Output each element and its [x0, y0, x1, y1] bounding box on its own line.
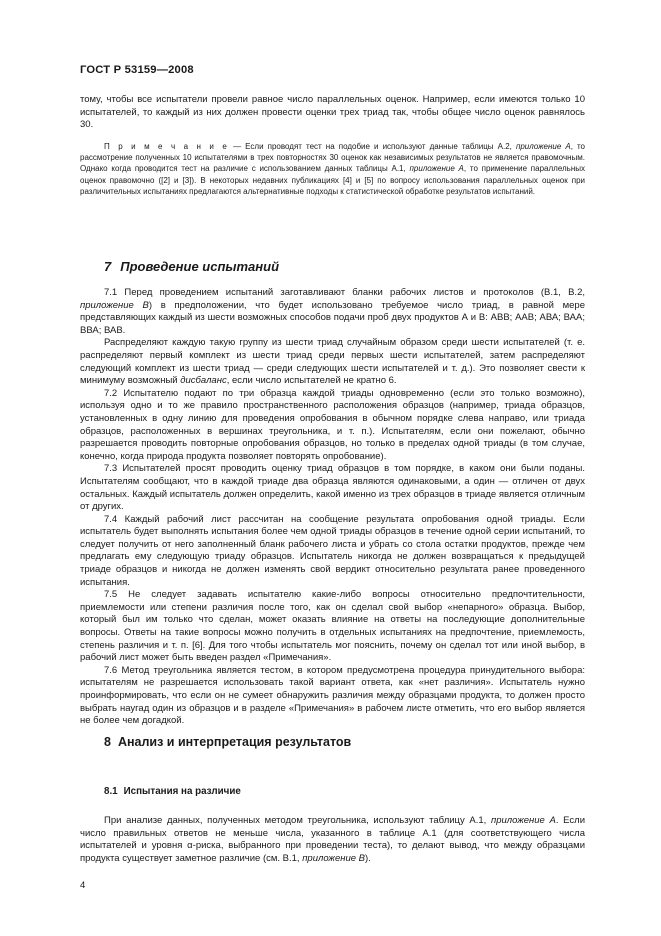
section-8-body	[80, 815, 585, 865]
section-8-title: Анализ и интерпретация результатов	[117, 735, 352, 749]
section-7-body	[80, 287, 585, 728]
subsection-8-1-heading	[104, 786, 241, 797]
page-number: 4	[80, 880, 86, 891]
clause-7-3: 7.3 Испытателей просят проводить оценку триад образцов в том порядке, в каком они были поданы. Испытателям сообщают, что в каждой триаде два образца являются одинаковыми, а один — отличен от двух остальных. Каждый испытатель должен определить, какой именно из трех образцов в триаде является отличным от других.	[80, 463, 585, 513]
clause-7-1: 7.1 Перед проведением испытаний заготавливают бланки рабочих листов и протоколов (В.1, В.2, приложение В) в предположении, что будет использовано требуемое число триад, в равной мере представляющих каждый из шести возможных способов подачи проб двух продуктов А и В: АВВ; ААВ; АВА; ВАА; ВВА; ВАВ.	[80, 287, 586, 336]
clause-7-4: 7.4 Каждый рабочий лист рассчитан на сообщение результата опробования одной триады. Если испытатель будет выполнять испытания более чем одной триады образцов в течение одной серии испытаний, то следует получить от него заполненный бланк рабочего листа и убрать со стола остатки продуктов, прежде чем предлагать ему следующую триаду образцов. Испытатель никогда не должен возвращаться к предыдущей триаде образцов и никогда не должен изменять свой вердикт относительно результата ранее проведенного испытания.	[80, 513, 585, 588]
note-text-2: , то рассмотрение полученных 10 испытателями в трех повторностях 30 оценок как независимых результатов не является правомочным. Однако когда проводится тест на различие с использованием данных таблицы А.1,	[80, 142, 586, 174]
section-7-heading	[104, 259, 279, 274]
note-label: П р и м е ч а н и е	[104, 142, 230, 151]
section-8-heading	[104, 735, 351, 749]
subsection-8-1-title: Испытания на различие	[123, 786, 241, 797]
subsection-8-1-number: 8.1	[104, 786, 118, 797]
appendix-ref: приложение В	[80, 299, 149, 311]
note-text-3: , то применение параллельных оценок правомочно ([2] и [3]). В некоторых недавних публикациях [4] и [5] по вопросу использования параллельных оценок при различительных испытаниях предлагаются альтернативные подходы к статистической обработке результатов испытаний.	[80, 164, 586, 196]
note-paragraph	[80, 141, 585, 197]
clause-8-1: При анализе данных, полученных методом треугольника, используют таблицу А.1, приложение А. Если число правильных ответов не меньше числа, указанного в таблице А.1 (для соответствующего числа испытателей и уровня α-риска, выбранного при проведении теста), то делают вывод, что между образцами продукта существует заметное различие (см. В.1, приложение В).	[80, 815, 586, 864]
intro-text: тому, чтобы все испытатели провели равное число параллельных оценок. Например, если имеются только 10 испытателей, то каждый из них должен провести оценки трех триад так, чтобы общее число оценок равнялось 30.	[80, 94, 585, 131]
clause-7-6: 7.6 Метод треугольника является тестом, в котором предусмотрена процедура принудительного выбора: испытателям не разрешается использовать такой вариант ответа, как «нет различия». Испытатель нужно проинформировать, что если он не сумеет обнаружить различия между образцами продукта, то должен просто выбрать наугад один из образцов и в разделе «Примечания» в рабочем листе отметить, что его выбор является не более чем догадкой.	[80, 664, 585, 727]
section-7-title: Проведение испытаний	[120, 259, 280, 274]
appendix-ref: приложение В	[302, 852, 366, 864]
note-text-1: — Если проводят тест на подобие и используют данные таблицы А.2,	[229, 142, 516, 151]
section-8-number: 8	[104, 735, 111, 749]
clause-7-2: 7.2 Испытателю подают по три образца каждой триады одновременно (если это только возможно), используя одно и то же правило пространственного расположения образцов (например, триада образцов, установленных в одну линию для проведения опробования в обычном порядке слева направо, или триада образцов, расположенных в вершинах треугольника, и т. п.). Испытателям, если они пожелают, обычно разрешается проводить повторные опробования образцов, но только в пределах одной триады (в том случае, конечно, когда природа продукта позволяет повторять опробование).	[80, 387, 585, 462]
emphasis-term: дисбаланс	[180, 375, 227, 387]
clause-7-1-continued: Распределяют каждую такую группу из шести триад случайным образом среди шести испытателей (т. е. распределяют первый комплект из шести триад среди первых шести испытателей, затем распределяют следующий комплект из шести триад — среди следующих шести испытателей и т. д.). Это позволяет свести к минимуму возможный дисбаланс, если число испытателей не кратно 6.	[80, 337, 585, 387]
note-appendix-ref-2: приложение А	[409, 164, 464, 174]
clause-7-5: 7.5 Не следует задавать испытателю какие-либо вопросы относительно предпочтительности, приемлемости или степени различия после того, как он сделал свой выбор «непарного» образца. Выбор, который был им только что сделан, может оказать влияние на ответы на последующие дополнительные вопросы. Ответы на такие вопросы можно получить в отдельных испытаниях на предпочтение, приемлемость, степень различия и т. п. [6]. Для того чтобы испытатель мог пояснить, почему он сделал тот или иной выбор, в рабочий лист может быть введен раздел «Примечания».	[80, 589, 585, 664]
intro-paragraph	[80, 94, 585, 132]
appendix-ref: приложение А	[491, 815, 556, 826]
note-appendix-ref-1: приложение А	[515, 142, 571, 151]
section-7-number: 7	[104, 259, 112, 274]
document-header: ГОСТ Р 53159—2008	[80, 64, 194, 76]
